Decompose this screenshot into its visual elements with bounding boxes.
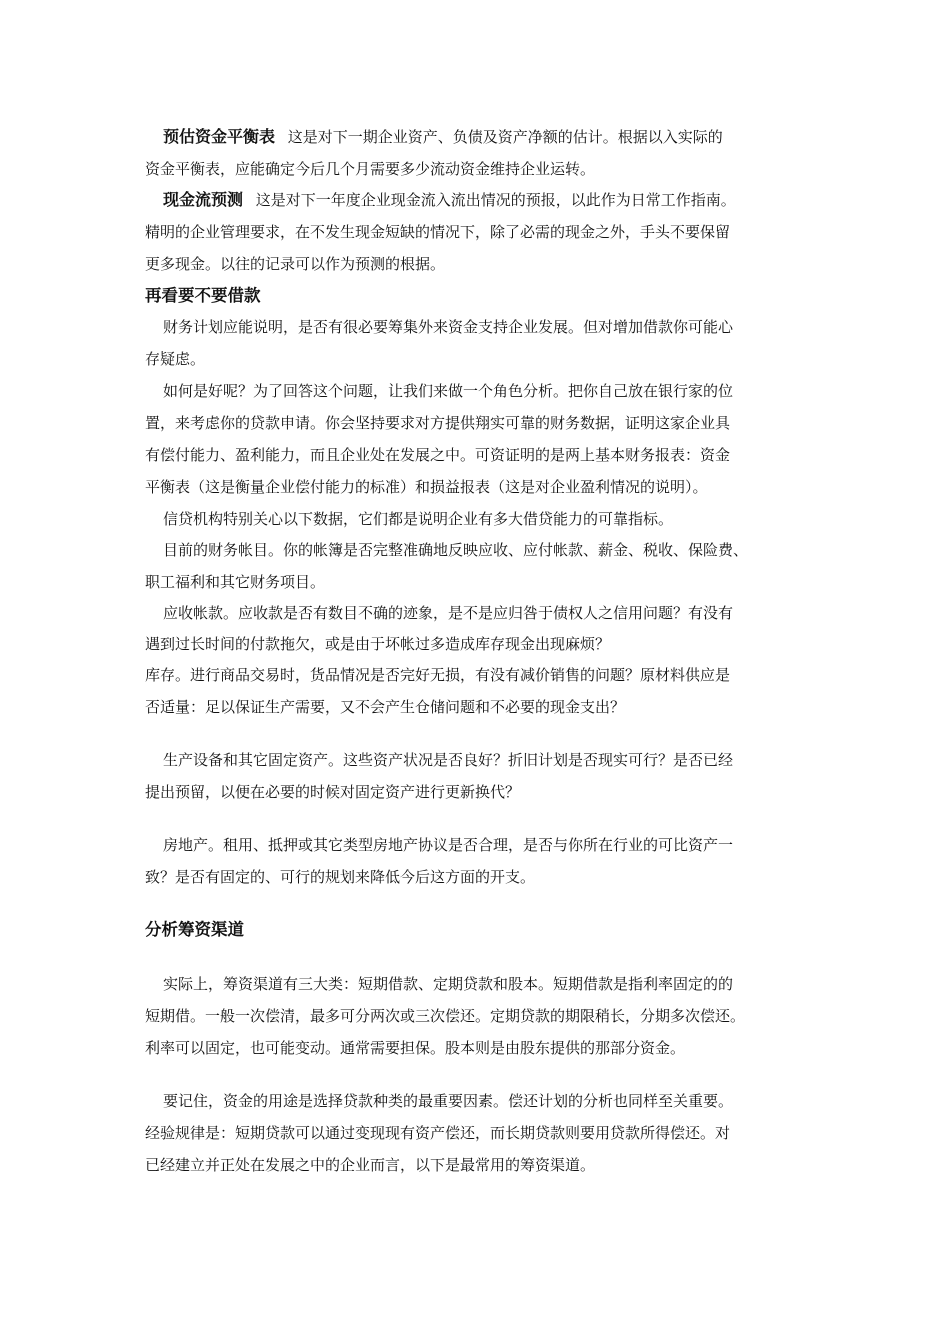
borrowing-para6-line-2: 否适量：足以保证生产需要，又不会产生仓储问题和不必要的现金支出？ bbox=[145, 698, 626, 716]
cash-forecast-line-1 bbox=[163, 190, 736, 210]
borrowing-para2-line-3: 有偿付能力、盈利能力，而且企业处在发展之中。可资证明的是两上基本财务报表：资金 bbox=[145, 446, 731, 464]
cash-forecast-line-3: 更多现金。以往的记录可以作为预测的根据。 bbox=[145, 255, 446, 273]
borrowing-heading: 再看要不要借款 bbox=[145, 286, 261, 305]
borrowing-para3-line-1: 信贷机构特别关心以下数据，它们都是说明企业有多大借贷能力的可靠指标。 bbox=[163, 510, 674, 528]
borrowing-para2-line-1: 如何是好呢？为了回答这个问题，让我们来做一个角色分析。把你自己放在银行家的位 bbox=[163, 382, 734, 400]
borrowing-para8-line-1: 房地产。租用、抵押或其它类型房地产协议是否合理，是否与你所在行业的可比资产一 bbox=[163, 836, 734, 854]
cash-forecast-term: 现金流预测 bbox=[163, 190, 244, 209]
financing-heading: 分析筹资渠道 bbox=[145, 920, 244, 939]
financing-para1-line-2: 短期借。一般一次偿清，最多可分两次或三次偿还。定期贷款的期限稍长，分期多次偿还。 bbox=[145, 1007, 746, 1025]
borrowing-para1-line-1: 财务计划应能说明，是否有很必要筹集外来资金支持企业发展。但对增加借款你可能心 bbox=[163, 318, 734, 336]
borrowing-para7-line-2: 提出预留，以便在必要的时候对固定资产进行更新换代？ bbox=[145, 783, 521, 801]
borrowing-para2-line-4: 平衡表（这是衡量企业偿付能力的标准）和损益报表（这是对企业盈利情况的说明）。 bbox=[145, 478, 708, 496]
financing-para2-line-2: 经验规律是：短期贷款可以通过变现现有资产偿还，而长期贷款则要用贷款所得偿还。对 bbox=[145, 1124, 731, 1142]
borrowing-para5-line-1: 应收帐款。应收款是否有数目不确的迹象，是不是应归咎于债权人之信用问题？有没有 bbox=[163, 604, 734, 622]
borrowing-para4-line-2: 职工福利和其它财务项目。 bbox=[145, 573, 326, 591]
borrowing-para2-line-2: 置，来考虑你的贷款申请。你会坚持要求对方提供翔实可靠的财务数据，证明这家企业具 bbox=[145, 414, 731, 432]
borrowing-para4-line-1: 目前的财务帐目。你的帐簿是否完整准确地反映应收、应付帐款、薪金、税收、保险费、 bbox=[163, 541, 749, 559]
cash-forecast-text: 这是对下一年度企业现金流入流出情况的预报，以此作为日常工作指南。 bbox=[255, 191, 736, 209]
estimated-balance-line-1 bbox=[163, 127, 723, 147]
borrowing-para6-line-1: 库存。进行商品交易时，货品情况是否完好无损，有没有减价销售的问题？原材料供应是 bbox=[145, 666, 731, 684]
cash-forecast-line-2: 精明的企业管理要求，在不发生现金短缺的情况下，除了必需的现金之外，手头不要保留 bbox=[145, 223, 731, 241]
financing-para2-line-3: 已经建立并正处在发展之中的企业而言，以下是最常用的筹资渠道。 bbox=[145, 1156, 596, 1174]
financing-para1-line-3: 利率可以固定，也可能变动。通常需要担保。股本则是由股东提供的那部分资金。 bbox=[145, 1039, 686, 1057]
financing-para2-line-1: 要记住，资金的用途是选择贷款种类的最重要因素。偿还计划的分析也同样至关重要。 bbox=[163, 1092, 734, 1110]
estimated-balance-text: 这是对下一期企业资产、负债及资产净额的估计。根据以入实际的 bbox=[287, 128, 723, 146]
estimated-balance-term: 预估资金平衡表 bbox=[163, 127, 276, 146]
borrowing-para5-line-2: 遇到过长时间的付款拖欠，或是由于坏帐过多造成库存现金出现麻烦？ bbox=[145, 635, 611, 653]
borrowing-para7-line-1: 生产设备和其它固定资产。这些资产状况是否良好？折旧计划是否现实可行？是否已经 bbox=[163, 751, 734, 769]
borrowing-para8-line-2: 致？是否有固定的、可行的规划来降低今后这方面的开支。 bbox=[145, 868, 536, 886]
financing-para1-line-1: 实际上，筹资渠道有三大类：短期借款、定期贷款和股本。短期借款是指利率固定的的 bbox=[163, 975, 734, 993]
borrowing-para1-line-2: 存疑虑。 bbox=[145, 350, 206, 368]
estimated-balance-line-2: 资金平衡表，应能确定今后几个月需要多少流动资金维持企业运转。 bbox=[145, 160, 596, 178]
